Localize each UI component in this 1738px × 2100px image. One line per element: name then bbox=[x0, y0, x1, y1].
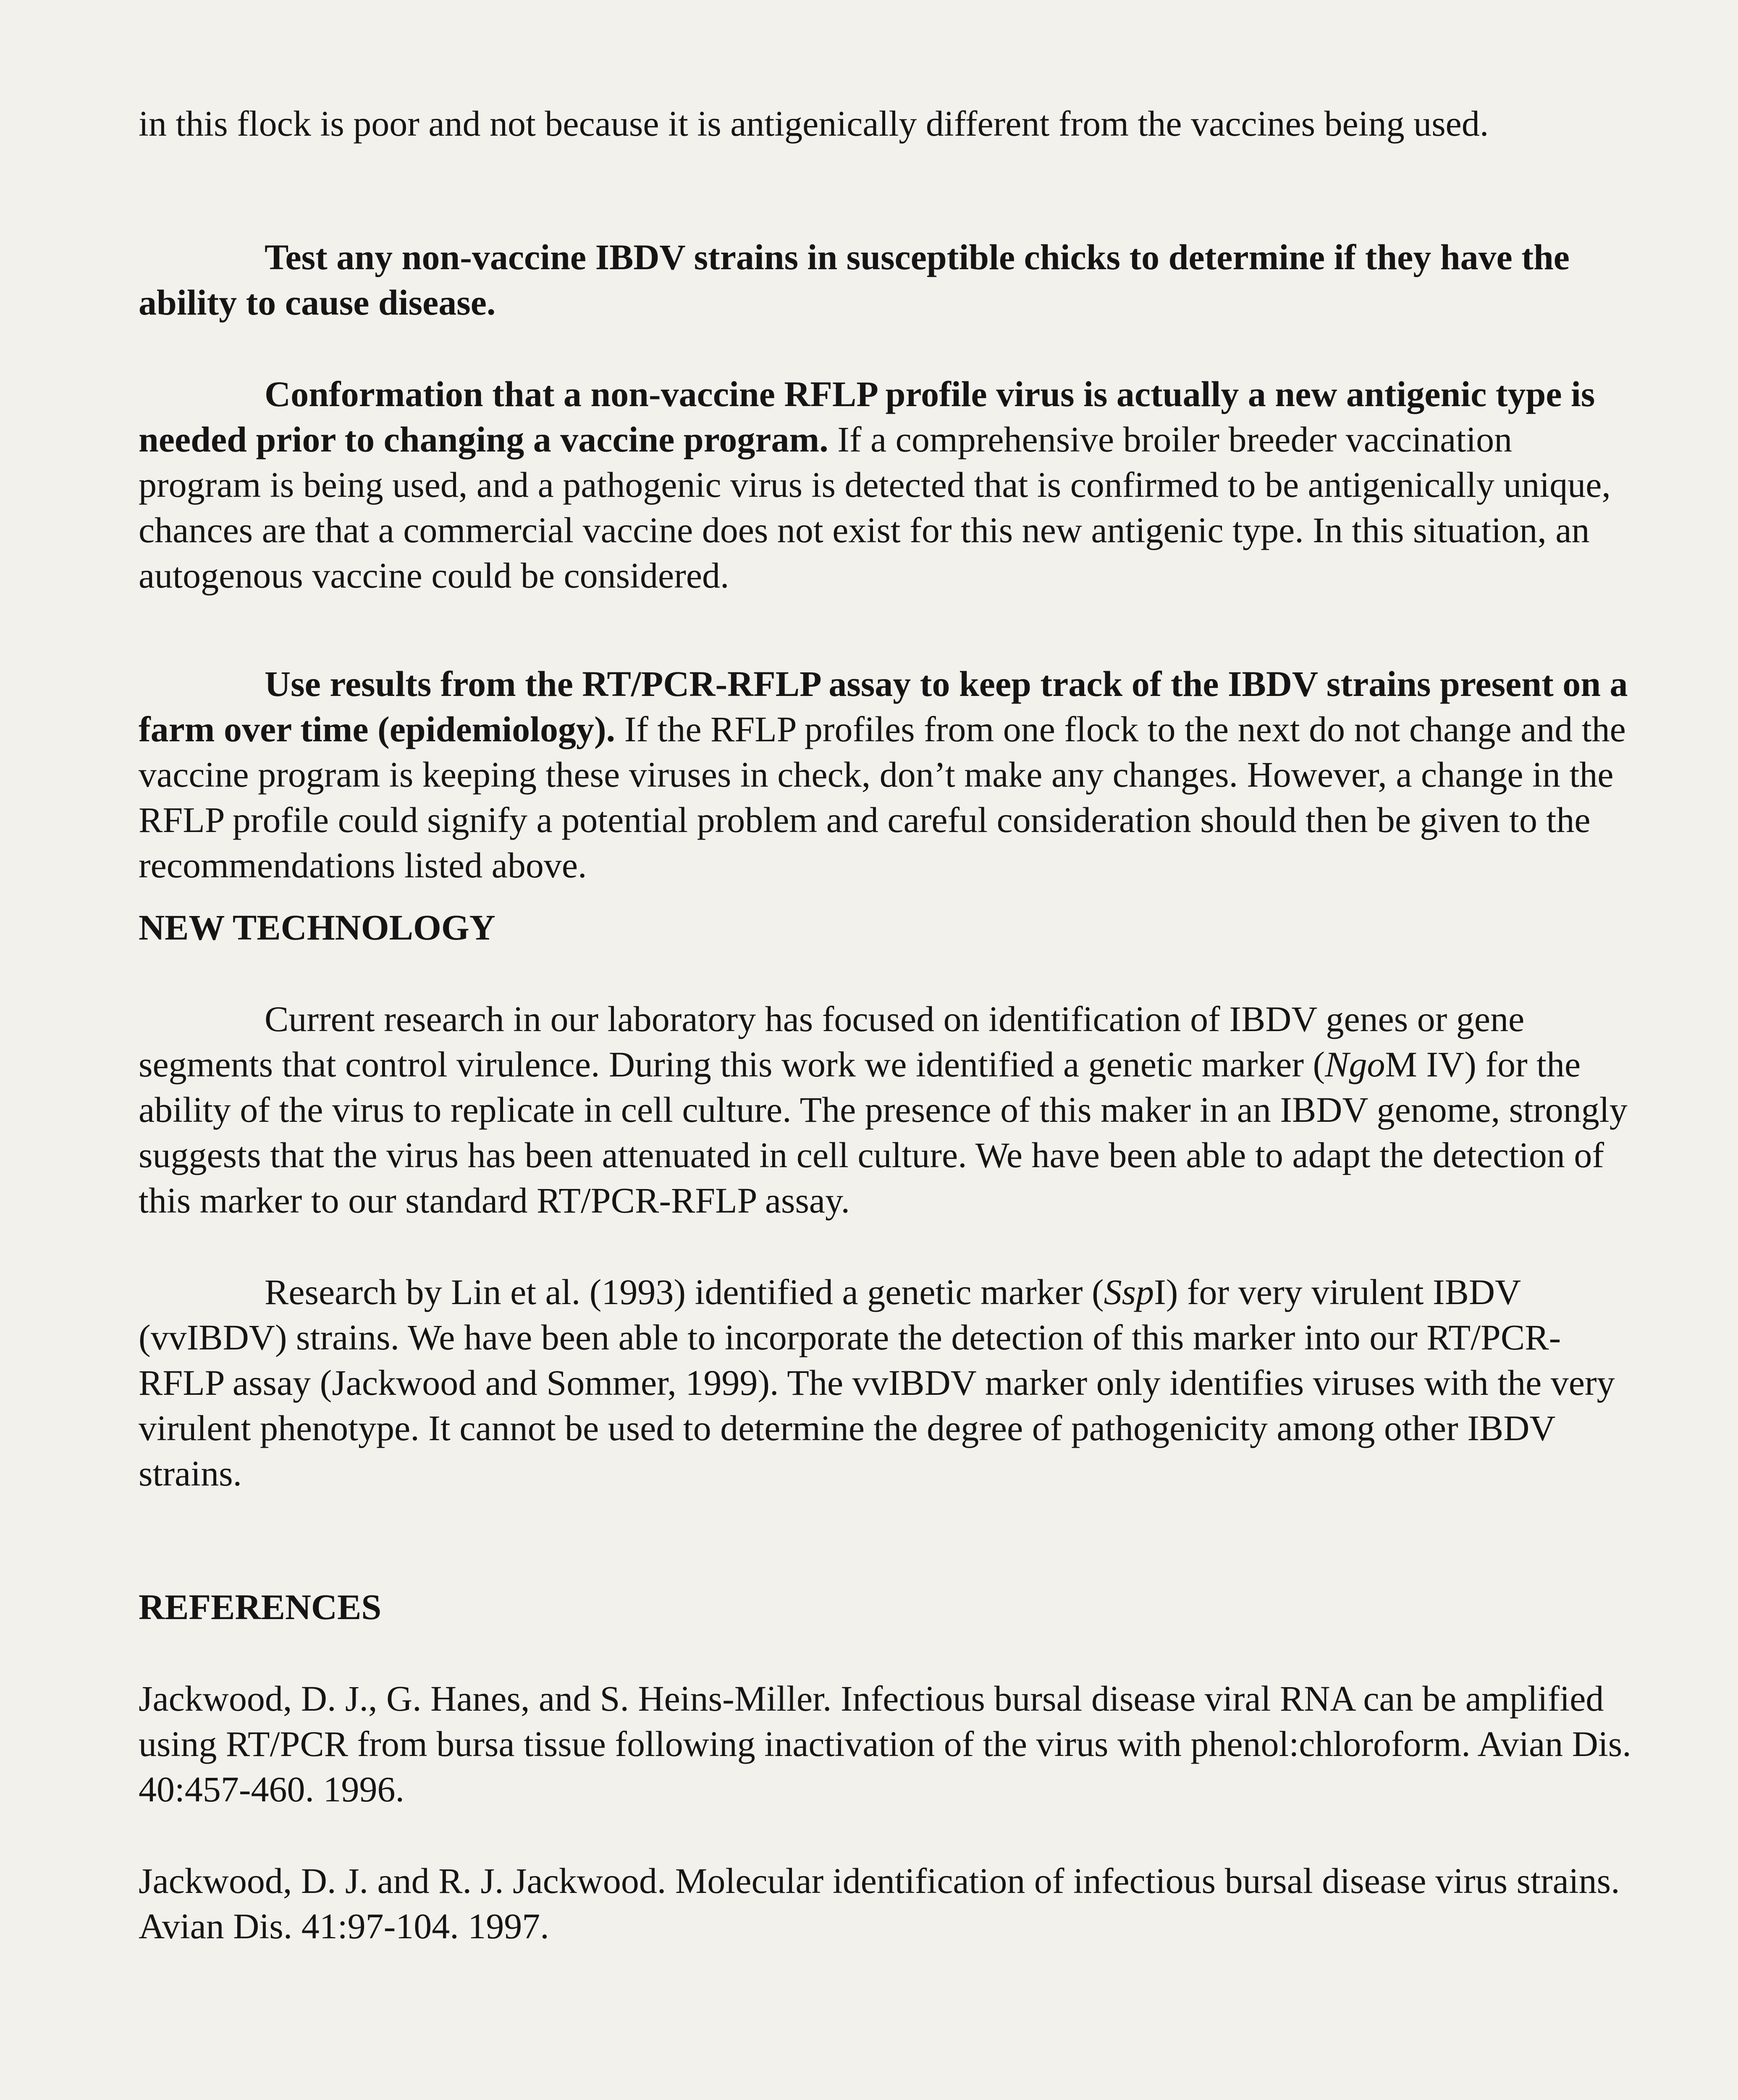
lin-research-text-a: Research by Lin et al. (1993) identified a genetic marker ( bbox=[265, 1272, 1104, 1312]
ngo-italic: Ngo bbox=[1325, 1044, 1385, 1084]
paragraph-conformation bbox=[139, 371, 1633, 598]
paragraph-flock-poor: in this flock is poor and not because it is antigenically different from the vaccines being used. bbox=[139, 103, 1489, 144]
lin-research-text-b: I) for very virulent IBDV (vvIBDV) strains. We have been able to incorporate the detection of this marker into our RT/PCR-RFLP assay (Jackwood and Sommer, 1999). The vvIBDV marker only identifies viruses with the very virulent phenotype. It cannot be used to determine the degree of pathogenicity among other IBDV strains. bbox=[139, 1272, 1615, 1494]
section-heading-references: REFERENCES bbox=[139, 1587, 382, 1627]
ssp-italic: Ssp bbox=[1104, 1272, 1154, 1312]
section-heading-new-technology: NEW TECHNOLOGY bbox=[139, 907, 495, 948]
bold-recommendation-test: Test any non-vaccine IBDV strains in susceptible chicks to determine if they have the ability to cause disease. bbox=[139, 237, 1570, 323]
paragraph-use-results bbox=[139, 661, 1633, 888]
conformation-text: If a comprehensive broiler breeder vaccination program is being used, and a pathogenic virus is detected that is confirmed to be antigenically unique, chances are that a commercial vaccine does not exist for this new antigenic type. In this situation, an autogenous vaccine could be considered. bbox=[139, 419, 1611, 596]
bold-recommendation-epidemiology: Use results from the RT/PCR-RFLP assay to keep track of the IBDV strains present on a farm over time (epidemiology). bbox=[139, 664, 1628, 749]
reference-item: Jackwood, D. J. and R. J. Jackwood. Molecular identification of infectious bursal disease virus strains. Avian Dis. 41:97-104. 1997. bbox=[139, 1861, 1620, 1946]
reference-item: Jackwood, D. J., G. Hanes, and S. Heins-Miller. Infectious bursal disease viral RNA can be amplified using RT/PCR from bursa tissue following inactivation of the virus with phenol:chloroform. Avian Dis. 40:457-460. 1996. bbox=[139, 1678, 1631, 1809]
bold-recommendation-conformation: Conformation that a non-vaccine RFLP profile virus is actually a new antigenic type is needed prior to changing a vaccine program. bbox=[139, 374, 1595, 459]
paragraph-lin-research bbox=[139, 1269, 1633, 1496]
paragraph-test-strains bbox=[139, 234, 1633, 325]
use-results-text: If the RFLP profiles from one flock to the next do not change and the vaccine program is keeping these viruses in check, don’t make any changes. However, a change in the RFLP profile could signify a potential problem and careful consideration should then be given to the recommendations listed above. bbox=[139, 709, 1626, 885]
current-research-text-a: Current research in our laboratory has focused on identification of IBDV genes or gene segments that control virulence. During this work we identified a genetic marker ( bbox=[139, 999, 1525, 1084]
current-research-text-b: M IV) for the ability of the virus to replicate in cell culture. The presence of this maker in an IBDV genome, strongly suggests that the virus has been attenuated in cell culture. We have been able to adapt the detection of this marker to our standard RT/PCR-RFLP assay. bbox=[139, 1044, 1628, 1221]
paragraph-current-research bbox=[139, 996, 1633, 1223]
document-page bbox=[139, 101, 1633, 1949]
